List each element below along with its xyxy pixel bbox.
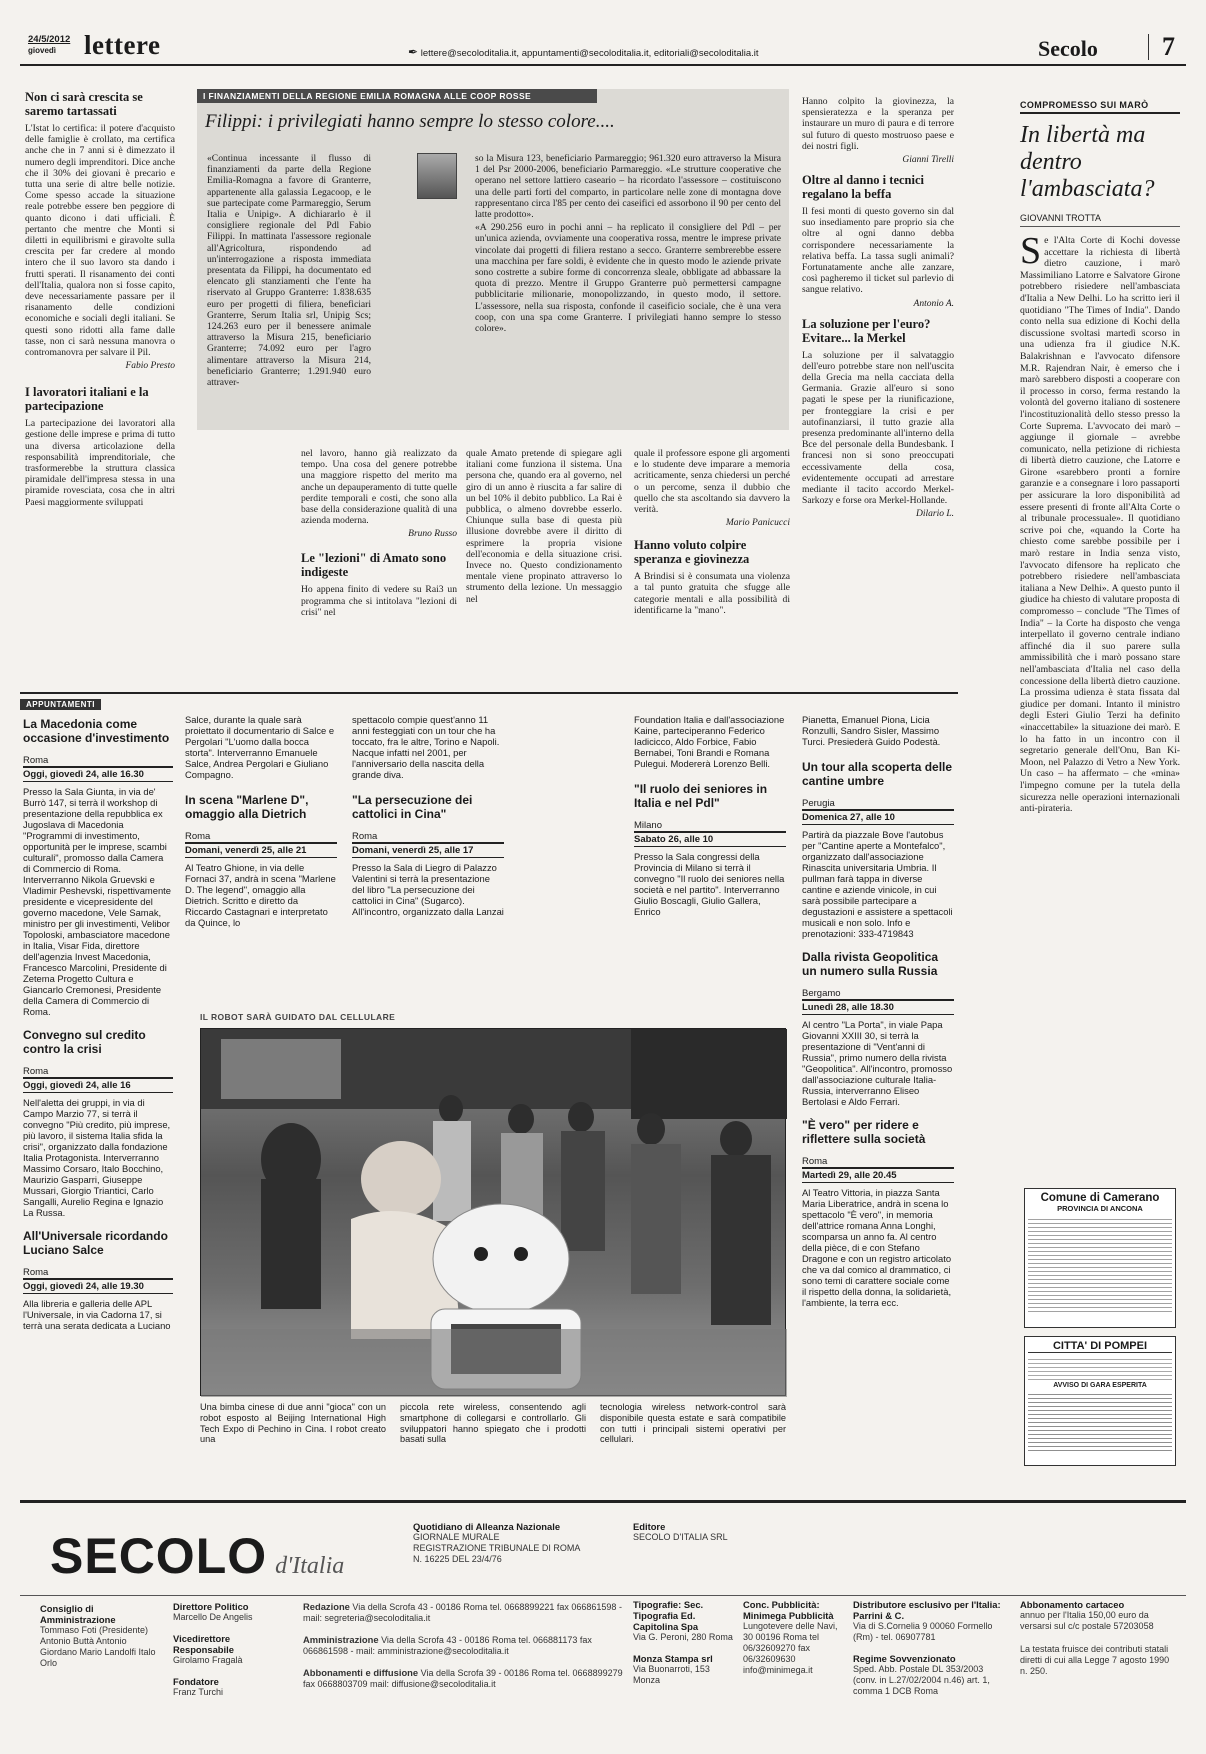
appointments-col-2: Salce, durante la quale sarà proiettato il documentario di Salce e Pergolari "L'uomo dalla bocca storta". Interverranno Emanuele Salce, Andrea Pergolari e Giuliano Compagno. In scena "Marlene D", omaggio alla Dietrich Roma Domani, venerdì 25, alle 21 Al Teatro Ghione, in via delle Fornaci 37, andrà in scena "Marlene D. The legend", omaggio alla Dietrich. Scritto e diretto da Riccardo Castagnari e interpretato da Quince, lo bbox=[185, 714, 336, 928]
appointments-col-5: Pianetta, Emanuel Piona, Licia Ronzulli, Sandro Sisler, Massimo Turci. Presiederà Guido Podestà. Un tour alla scoperta delle cantine umbre Perugia Domenica 27, alle 10 Partirà da piazzale Bove l'autobus per "Cantine aperte a Montefalco", organizzato dall'associazione Rinascita universitaria Umbria. Il pullman farà tappa in diverse cantine e aziende vinicole, in cui sarà possibile partecipare a degustazioni e assistere a spettacoli musicali e non solo. Info e prenotazioni: 333-4719843 Dalla rivista Geopolitica un numero sulla Russia Bergamo Lunedì 28, alle 18.30 Al centro "La Porta", in viale Papa Giovanni XXIII 30, si terrà la presentazione di "Vent'anni di Russia", primo numero della rivista "Geopolitica". All'incontro, promosso dall'associazione culturale Italia-Russia, interverranno Eliseo Bertolasi e Aldo Ferrari. "È vero" per ridere e riflettere sulla società Roma Martedì 29, alle 20.45 Al Teatro Vittoria, in piazza Santa Maria Liberatrice, andrà in scena lo spettacolo "È vero", in memoria dell'attrice romana Anna Longhi, scomparsa un anno fa. Al centro della pièce, di e con Stefano Dragone e con un registro articolato che va dal comico al drammatico, ci sono temi di carattere sociale come il rispetto della donna, la solidarietà, l'ambiente, la terra ecc. bbox=[802, 714, 953, 1308]
header-date: 24/5/2012 bbox=[28, 34, 71, 45]
footer-print: Tipografie: Sec. Tipografia Ed. Capitolina Spa Via G. Peroni, 280 Roma Monza Stampa srl Via Buonarroti, 153 Monza bbox=[633, 1599, 733, 1685]
editorial-column bbox=[1020, 100, 1180, 1185]
featured-col2: so la Misura 123, beneficiario Parmareggio; 961.320 euro attraverso la Misura 1 del Psr 2000-2006, beneficiario Parmareggio. «Le strutture cooperative che operano nel settore lattiero caseario – ha ricordato l'assessore – costituiscono una delle parti forti del comparto, in particolare nelle zone di montagna dove rappresentano circa l'85 per cento dei caseifici ed assorbono il 90 per cento del latte prodotto». «A 290.256 euro in pochi anni – ha replicato il consigliere del Pdl – per un'unica azienda, ovviamente una cooperativa rossa, mentre le imprese private vincolate dai progetti di filiera restano a secco. Granterre sembrerebbe essere una macchina per fare soldi, è evidente che in questo modo le aziende private sono costrette a subire forme di concorrenza sleale, obbligate ad abbassare la quota di prezzo. Mentre il Gruppo Granterre può permettersi campagne pubblicitarie milionarie, monopolizzando, in questo modo, il settore. L'assessore, nella sua risposta, confonde il caseificio sociale, che è una vera coop, con una spa come Granterre. I privilegiati hanno sempre lo stesso colore». bbox=[475, 153, 781, 335]
appointment-title: All'Universale ricordando Luciano Salce bbox=[23, 1229, 168, 1257]
section-title: lettere bbox=[84, 30, 161, 60]
letter-title: I lavoratori italiani e la partecipazione bbox=[25, 385, 149, 414]
appointment-title: In scena "Marlene D", omaggio alla Dietrich bbox=[185, 793, 309, 821]
pen-icon: ✒ bbox=[408, 45, 419, 59]
dropcap: S bbox=[1020, 230, 1042, 272]
header-weekday: giovedì bbox=[28, 46, 57, 55]
letter-continuation-1: nel lavoro, hanno già realizzato da tempo. Una cosa del genere potrebbe una maggiore rispetto del merito ma anche un depauperamento di tutte quelle perdite temporali e costi, che sono alla base della considerazione qualità di una azienda moderna. Bruno Russo Le "lezioni" di Amato sono indigeste Ho appena finito di vedere su Rai3 un programma che si intitolava "lezioni di crisi" nel bbox=[301, 448, 457, 618]
letter-title: Oltre al danno i tecnici regalano la beffa bbox=[802, 173, 924, 202]
ad-pompei: CITTA' DI POMPEI AVVISO DI GARA ESPERITA bbox=[1024, 1336, 1176, 1466]
footer-offices: Redazione Via della Scrofa 43 - 00186 Roma tel. 0668899221 fax 066861598 - mail: segreteria@secoloditalia.it Amministrazione Via della Scrofa 43 - 00186 Roma tel. 066881173 fax 066861598 - mail: amministrazione@secoloditalia.it Abbonamenti e diffusione Via della Scrofa 39 - 00186 Roma tel. 0668899279 fax 0668803709 mail: diffusione@secoloditalia.it bbox=[303, 1601, 623, 1689]
photo-caption: Una bimba cinese di due anni "gioca" con un robot esposto al Beijing International High Tech Expo di Pechino in Cina. I robot creato una piccola rete wireless, consentendo agli smartphone di collegarsi e controllarlo. Gli sviluppatori hanno spiegato che i prodotti basati sulla tecnologia wireless network-control sarà disponibile questa estate e sarà compatibile con tutti i principali sistemi operativi per cellulari. bbox=[200, 1402, 786, 1445]
editorial-body: S e l'Alta Corte di Kochi dovesse accettare la richiesta di libertà dietro cauzione, i marò Massimiliano Latorre e Salvatore Girone potrebbero risiedere nell'ambasciata d'Italia a New Delhi. Lo ha scritto ieri il quotidiano "The Times of India". Dando conto nella sua edizione di Kochi della discussione svoltasi martedì scorso in una udienza fra il giudice N.K. Balakrishnan e l'avvocato difensore M.R. Rajendran Nair, è emerso che i marò sarebbero disposti a cooperare con il processo in corso, ferma restando la volontà del governo italiano di sostenere l'incostituzionalità dello stesso presso la Corte Suprema. L'avvocato dei marò – aggiunge il giornale – avrebbe comunicato, nella petizione di richiesta di libertà dietro cauzione, che Latorre e Girone «sarebbero pronti a fornire garanzie e a consegnare i loro passaporti per assicurare la loro disponibilità ad essere presenti di fronte all'Alta Corte o al tribunale processuale». Il quotidiano scrive poi che, «quando la Corte ha chiesto come sarebbe possibile per i marò restare in India senza visto, l'avvocato difensore ha replicato che potrebbero risiedere nell'ambasciata italiana a New Delhi». A questo punto il giudice ha chiesto di valutare proposta di compromesso – conclude "The Times of India" – la Corte ha disposto che venga interpellato il governo centrale indiano affinché dia il suo parere sulla ammissibilità che i marò possano stare nell'ambasciata d'Italia nel caso della concessione della libertà dietro cauzione. La prossima udienza è stata fissata dal giudice per domani. Intanto il ministro degli Esteri Giulio Terzi ha definito «inaccettabile» la situazione dei marò. E lo ha fatto in un incontro con il segretario generale dell'Onu, Ban Ki-Moon, nel Palazzo di Vetro a New York. Un caso – ha affermato – che «mina» l'impegno comune per la tutela della sicurezza nelle operazioni internazionali anti-pirateria. bbox=[1020, 230, 1180, 815]
letter-continuation-3: quale il professore espone gli argomenti e lo studente deve imparare a memoria acriticamente, senza chiedersi un perché o un percome, senza il dubbio che quello che sta ascoltando sia davvero la verità. Mario Panicucci Hanno voluto colpire speranza e giovinezza A Brindisi si è consumata una violenza a tal punto gratuita che sfugge alle categorie mentali e alla possibilità di identificarne la "mano". bbox=[634, 448, 790, 616]
featured-col1: «Continua incessante il flusso di finanziamenti da parte della Regione Emilia-Romagna a favore di Granterre, appartenente alla galassia Legacoop, e le sue partecipate come Parmareggio, Serum Italia e Unipig». A dichiararlo è il consigliere regionale del Pdl Fabio Filippi. In mattinata l'assessore regionale all'Agricoltura, rispondendo ad un'interrogazione a risposta immediata presentata da Filippi, ha documentato ed elencato gli stanziamenti che l'ente ha riservato al Gruppo Granterre: 1.838.635 euro per progetti di filiera, beneficiari Granterre, Serum Italia srl, Unipig Scs; 124.263 euro per il benessere animale attraverso la Misura 215, beneficiario Granterre; 74.092 euro per l'agro alimentare attraverso la Misura 214, beneficiario Granterre; 1.291.940 euro attraver- bbox=[207, 153, 371, 389]
editorial-title: In libertà ma dentro l'ambasciata? bbox=[1020, 122, 1155, 202]
paper-description: Quotidiano di Alleanza Nazionale GIORNALE MURALE REGISTRAZIONE TRIBUNALE DI ROMA N. 16225 DEL 23/4/76 bbox=[413, 1521, 581, 1564]
letter-continuation-2: quale Amato pretende di spiegare agli italiani come funziona il sistema. Una persona che, quando era al governo, nel giro di un anno è riuscita a far salire di un bel 10% il debito pubblico. La Rai è pubblica, o almeno dovrebbe esserlo. Chiunque sulla base di questa più illusione dovrebbe avere il diritto di esprimere la propria visione dell'economia e della situazione crisi. Invece no. Questo condizionamento mentale viene propinato attraverso lo strumento della lezione. Un messaggio nel bbox=[466, 448, 622, 605]
page-footer bbox=[20, 1500, 1186, 1740]
footer-board: Consiglio di Amministrazione Tommaso Foti (Presidente) Antonio Buttà Antonio Giordano Mario Landolfi Italo Orlo bbox=[40, 1603, 156, 1668]
letter-title: Non ci sarà crescita se saremo tartassati bbox=[25, 90, 143, 118]
appointment-title: La Macedonia come occasione d'investimento bbox=[23, 717, 170, 745]
letter-body: La partecipazione dei lavoratori alla gestione delle imprese e prima di tutto una diversa articolazione della responsabilità imprenditoriale, che trasformerebbe la struttura classica piramidale dell'impresa stessa in una piramide rovesciata, cosa che in altri Paesi maggiormente sviluppati bbox=[25, 418, 175, 508]
photo-section bbox=[200, 1012, 790, 1482]
appointment-title: "Il ruolo dei seniores in Italia e nel Pdl" bbox=[634, 782, 768, 810]
footer-ads: Conc. Pubblicità: Minimega Pubblicità Lungotevere delle Navi, 30 00196 Roma tel 06/32609270 fax 06/32609630 info@minimega.it bbox=[743, 1599, 838, 1675]
letter-body: L'Istat lo certifica: il potere d'acquisto delle famiglie è crollato, ma certifica anche che in 7 anni si è dimezzato il numero degli imprenditori. Dice anche che il 30% dei giovani è precario e tutta una serie di altre belle notizie. Come spesso accade la situazione reale potrebbe essere ben peggiore di quanto dicono i dati ufficiali. È pertanto che mentre che Monti si diletti in equilibrismi e giravolte sulla crescita per far credere al mondo intero che il suo lavoro sta dando i frutti sperati. Il risanamento dei conti dell'Italia, qualora non si fosse capito, deve necessariamente passare per il risanamento delle condizioni economiche e sociali degli italiani. Se questi sono ridotti alla fame dalle tasse, non ci sarà nessuna manovra o contromanovra per salvare il Pil. bbox=[25, 123, 175, 359]
ad-fine-print bbox=[1028, 1356, 1172, 1380]
appointments-col-3: spettacolo compie quest'anno 11 anni festeggiati con un tour che ha toccato, fra le altre, Torino e Napoli. Nacque infatti nel 2001, per l'anniversario della nascita della grande diva. "La persecuzione dei cattolici in Cina" Roma Domani, venerdì 25, alle 17 Presso la Sala di Liegro di Palazzo Valentini si terrà la presentazione del libro "La persecuzione dei cattolici in Cina" (Sugarco). All'incontro, organizzato dalla Lanzai bbox=[352, 714, 504, 917]
footer-distribution: Distributore esclusivo per l'Italia: Parrini & C. Via di S.Cornelia 9 00060 Formello (Rm) - tel. 06907781 Regime Sovvenzionato Sped. Abb. Postale DL 353/2003 (conv. in L.27/02/2004 n.46) art. 1, comma 1 DCB Roma bbox=[853, 1599, 1001, 1696]
author-photo bbox=[417, 153, 457, 199]
appointment-title: Convegno sul credito contro la crisi bbox=[23, 1028, 146, 1056]
editorial-kicker: COMPROMESSO SUI MARÒ bbox=[1020, 100, 1180, 114]
publisher-info: Editore SECOLO D'ITALIA SRL bbox=[633, 1521, 728, 1542]
robot-photo bbox=[200, 1028, 786, 1396]
featured-kicker: I FINANZIAMENTI DELLA REGIONE EMILIA ROMAGNA ALLE COOP ROSSE bbox=[197, 89, 597, 103]
photo-kicker: IL ROBOT SARÀ GUIDATO DAL CELLULARE bbox=[200, 1012, 396, 1022]
appointments-col-1: La Macedonia come occasione d'investimento Roma Oggi, giovedì 24, alle 16.30 Presso la Sala Giunta, in via de' Burrò 147, si terrà il workshop di presentazione della repubblica ex Jugoslava di Macedonia "Programmi di investimento, opportunità per le imprese, scambi culturali", promosso dalla Camera di Commercio di Roma. Interverranno Nikola Gruevski e Vladimir Peshevski, rispettivamente presidente e vicepresidente del governo macedone, Vele Samak, ministro per gli investimenti, Velibor Topoloski, ambasciatore macedone in Italia, Visar Fida, direttore dell'agenzia Invest Macedonia, Francesco Marcolini, Presidente di Zetema Progetto Cultura e Giancarlo Cremonesi, Presidente della Camera di Commercio di Roma. Convegno sul credito contro la crisi Roma Oggi, giovedì 24, alle 16 Nell'aletta dei gruppi, in via di Campo Marzio 77, si terrà il convegno "Più credito, più imprese, più lavoro, il sistema Italia sfida la crisi", organizzato dalla fondazione Italia Protagonista. Interverranno Massimo Corsaro, Italo Bocchino, Maurizio Gasparri, Giuseppe Mussari, Giorgio Triantici, Carlo Sangalli, Aurelio Regina e Ignazio La Russa. All'Universale ricordando Luciano Salce Roma Oggi, giovedì 24, alle 19.30 Alla libreria e galleria delle APL l'Universale, in via Cadorna 17, si terrà una serata dedicata a Luciano bbox=[23, 714, 173, 1434]
appointment-title: Un tour alla scoperta delle cantine umbre bbox=[802, 760, 953, 788]
ad-camerano: Comune di Camerano PROVINCIA DI ANCONA bbox=[1024, 1188, 1176, 1328]
footer-logo: SECOLO d'Italia bbox=[50, 1528, 345, 1584]
appointment-title: Dalla rivista Geopolitica un numero sulla Russia bbox=[802, 950, 939, 978]
featured-letter-box bbox=[197, 89, 789, 430]
header-emails: ✒ lettere@secoloditalia.it, appuntamenti@secoloditalia.it, editoriali@secoloditalia.it bbox=[408, 45, 759, 59]
featured-title: Filippi: i privilegiati hanno sempre lo stesso colore.... bbox=[205, 111, 615, 132]
letter-title: Hanno voluto colpire speranza e giovinezza bbox=[634, 538, 750, 567]
letter-column-left bbox=[25, 86, 175, 686]
appointment-title: "È vero" per ridere e riflettere sulla società bbox=[802, 1118, 926, 1146]
letter-title: La soluzione per l'euro? Evitare... la Merkel bbox=[802, 316, 931, 345]
appointments-bar: APPUNTAMENTI bbox=[20, 692, 958, 704]
footer-direction: Direttore Politico Marcello De Angelis Vicedirettore Responsabile Girolamo Fragalà Fondatore Franz Turchi bbox=[173, 1601, 253, 1697]
letter-title: Le "lezioni" di Amato sono indigeste bbox=[301, 551, 447, 580]
ad-fine-print bbox=[1028, 1216, 1172, 1312]
letter-column-right: Hanno colpito la giovinezza, la spensieratezza e la speranza per instaurare un muro di paura e di terrore sul futuro di questo mostruoso paese e dei nostri figli. Gianni Tirelli Oltre al danno i tecnici regalano la beffa Il fesi monti di questo governo sin dal suo insediamento pare proprio sia che oltre al ogni danno debba corrispondere necessariamente la relativa beffa. La tassa sugli animali? Fortunatamente anche alle zanzare, così pagheremo il ticket sul parlevio di sangue relativo. Antonio A. La soluzione per l'euro? Evitare... la Merkel La soluzione per il salvataggio dell'euro potrebbe stare non nell'uscita della Grecia ma nella cacciata della Germania. Grazie all'euro si sono pagati le spese per la riunificazione, per fronteggiare la crisi e per autofinanziarsi, il tutto grazie alla presenza predominante all'interno della Bce del personale della Bundesbank. I francesi non si sono preoccupati eccessivamente della cosa, evidentemente occupati ad arrestare mediante il tacito accordo Merkel-Sarkozy e forse ora Merkel-Hollande. Dilario L. bbox=[802, 96, 954, 520]
page-header bbox=[20, 30, 1186, 74]
letter-author: Fabio Presto bbox=[125, 361, 175, 372]
appointment-title: "La persecuzione dei cattolici in Cina" bbox=[352, 793, 473, 821]
appointments-col-4: Foundation Italia e dall'associazione Kaine, parteciperanno Federico Iadicicco, Aldo Forbice, Fabio Bernabei, Toni Brandi e Romana Pulegui. Modererà Lorenzo Belli. "Il ruolo dei seniores in Italia e nel Pdl" Milano Sabato 26, alle 10 Presso la Sala congressi della Provincia di Milano si terrà il convegno "Il ruolo dei seniores nella società e nel partito". Interverranno Giulio Boscagli, Giulio Gallera, Enrico bbox=[634, 714, 785, 917]
photo-illustration bbox=[201, 1029, 787, 1397]
editorial-author: GIOVANNI TROTTA bbox=[1020, 213, 1180, 227]
page-number: 7 bbox=[1162, 32, 1175, 61]
footer-subscription: Abbonamento cartaceo annuo per l'Italia 150,00 euro da versarsi sul c/c postale 57203058 La testata fruisce dei contributi statali diretti di cui alla Legge 7 agosto 1990 n. 250. bbox=[1020, 1599, 1170, 1676]
ad-fine-print bbox=[1028, 1391, 1172, 1451]
masthead: Secolo bbox=[1038, 36, 1098, 61]
